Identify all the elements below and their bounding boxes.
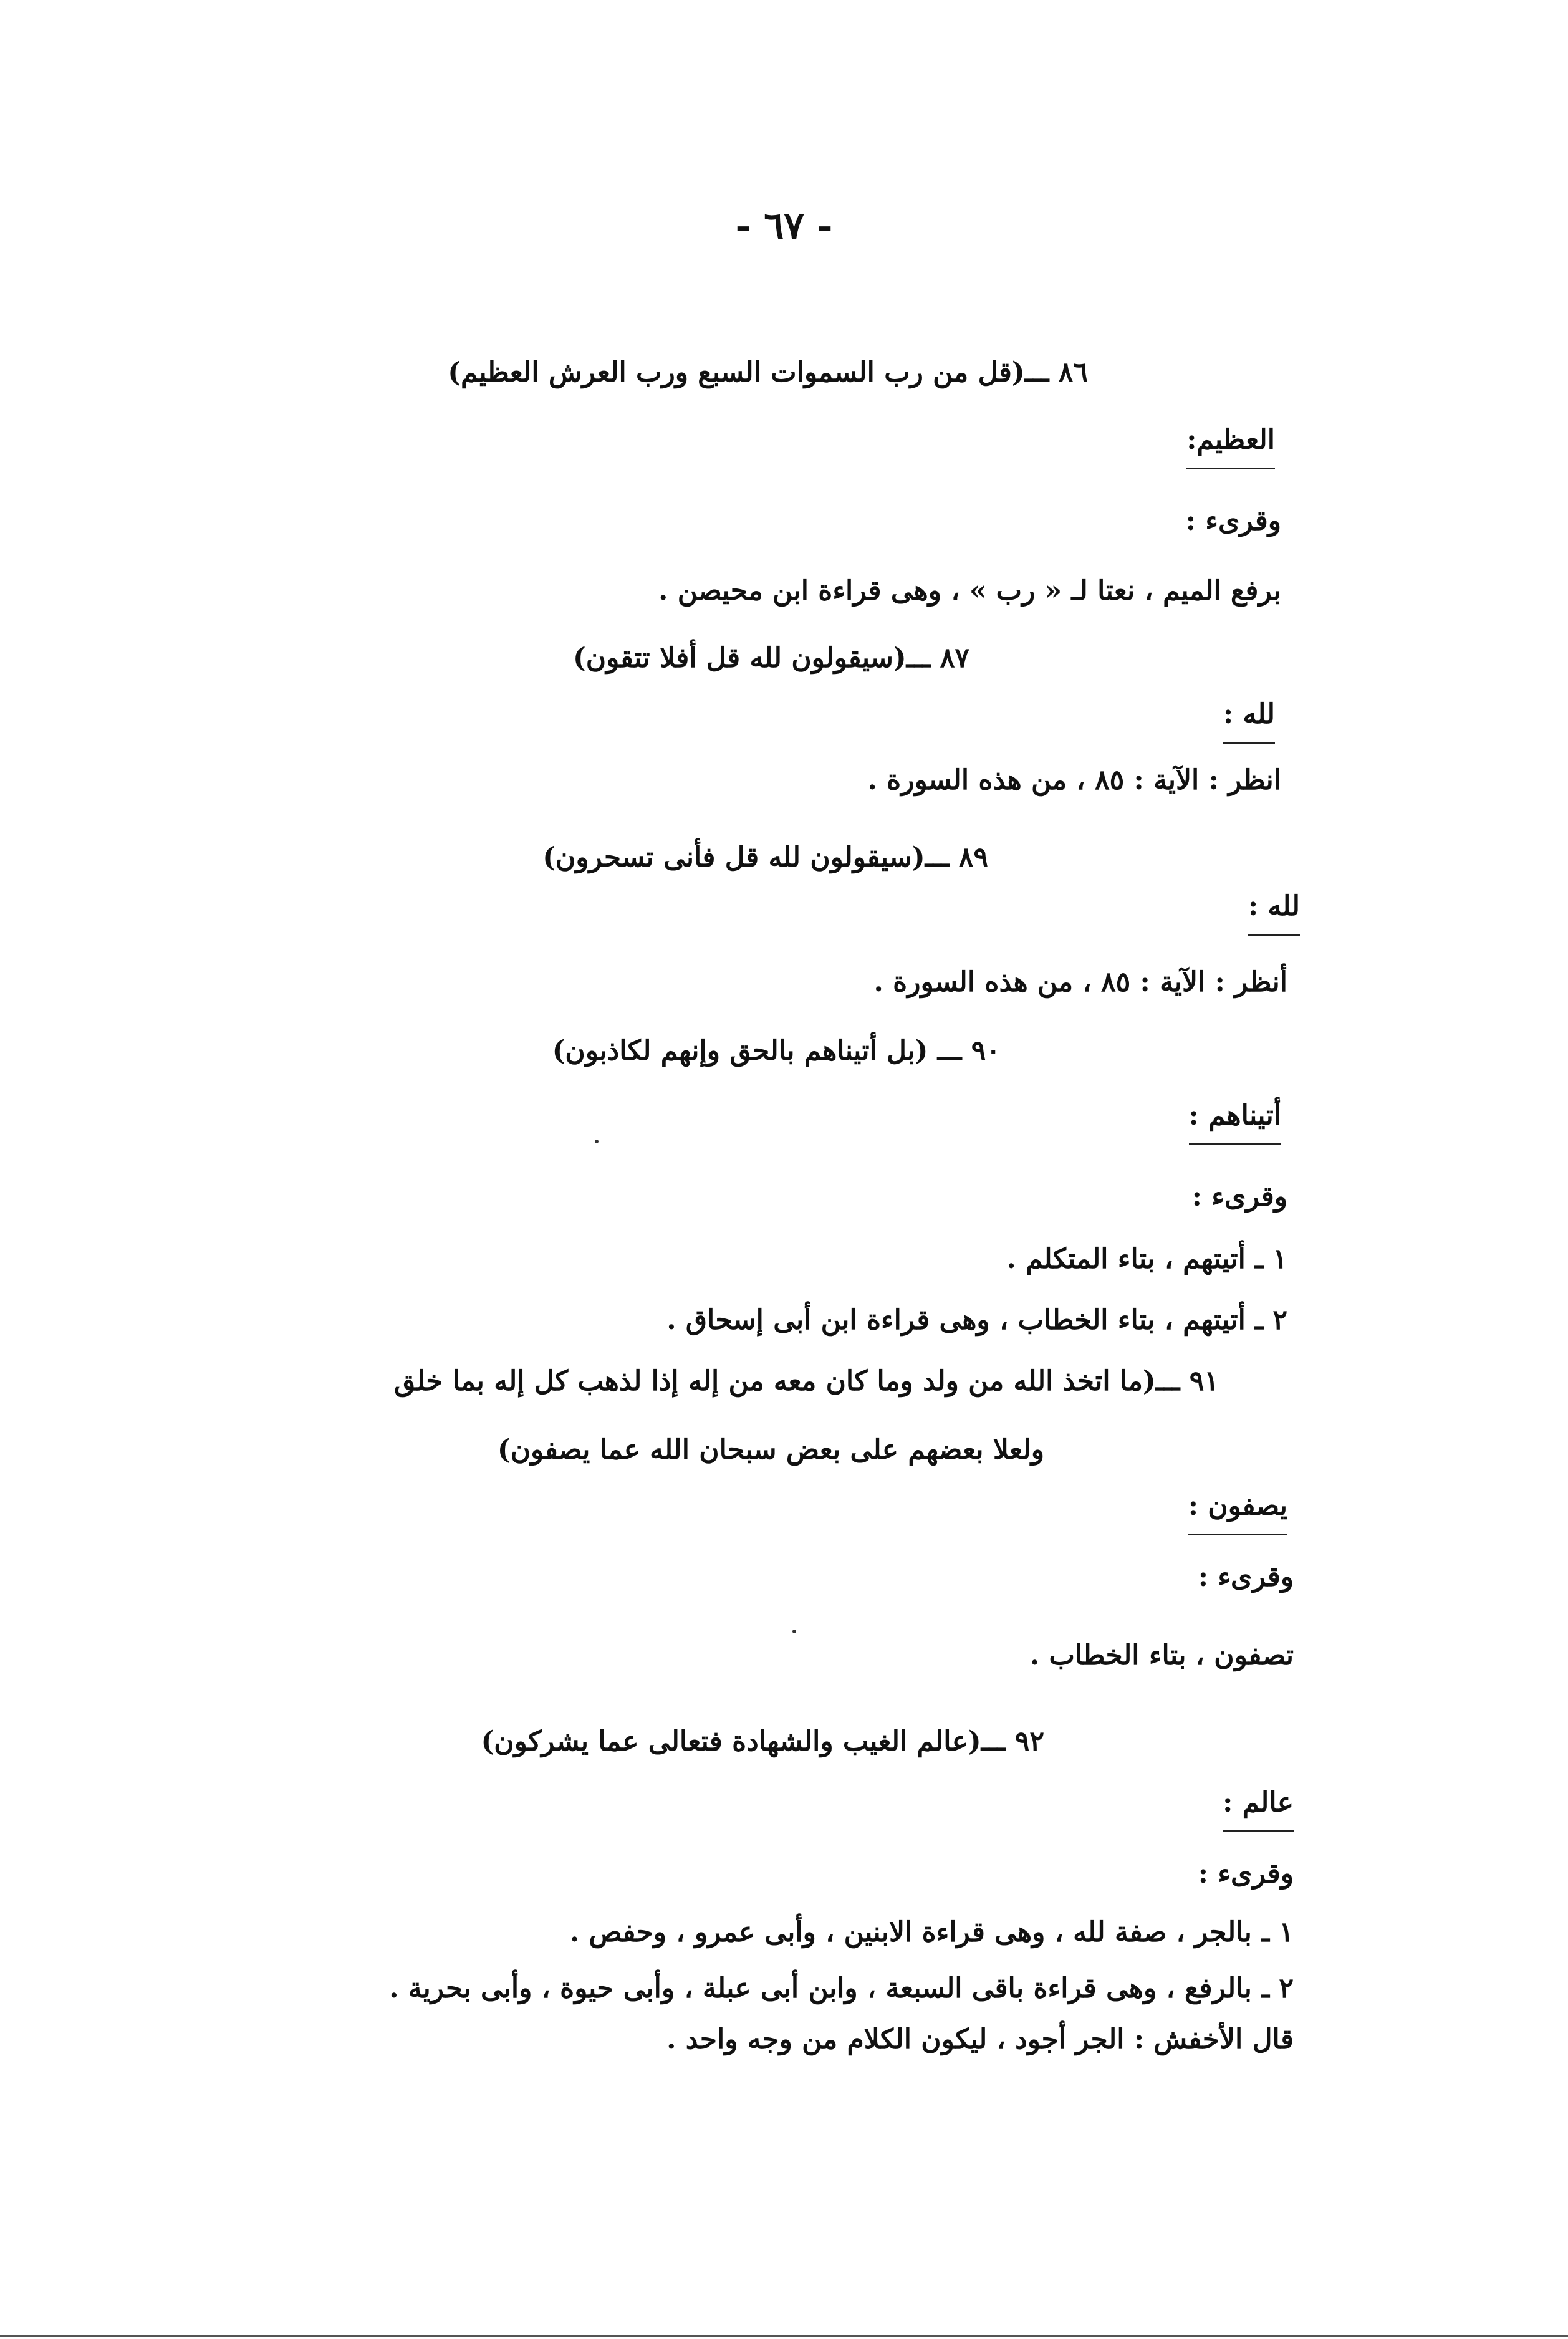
note-89: أنظر : الآية : ٨٥ ، من هذه السورة . [873,966,1287,998]
verse-90: ٩٠ ـــ (بل أتيناهم بالحق وإنهم لكاذبون) [552,1035,1001,1067]
heading-yasifun: يصفون : [1188,1487,1287,1535]
reading-92-1: ١ ـ بالجر ، صفة لله ، وهى قراءة الابنين ، وأبى عمرو ، وحفص . [569,1916,1294,1948]
note-akhfash: قال الأخفش : الجر أجود ، ليكون الكلام من وجه واحد . [666,2024,1294,2055]
verse-91-line1: ٩١ ـــ(ما اتخذ الله من ولد وما كان معه من إله إذا لذهب كل إله بما خلق [394,1365,1219,1397]
note-87: انظر : الآية : ٨٥ ، من هذه السورة . [867,764,1281,796]
note-86: برفع الميم ، نعتا لـ « رب » ، وهى قراءة ابن محيصن . [658,575,1281,607]
verse-91-line2: ولعلا بعضهم على بعض سبحان الله عما يصفون) [497,1434,1044,1466]
reading-90-1: ١ ـ أتيتهم ، بتاء المتكلم . [1006,1243,1287,1275]
heading-lillah-2: لله : [1248,888,1300,936]
label-read: وقرىء : [1185,505,1281,537]
label-read-3: وقرىء : [1198,1561,1294,1593]
heading-alazim: العظيم: [1186,421,1275,469]
verse-92: ٩٢ ـــ(عالم الغيب والشهادة فتعالى عما يشركون) [481,1726,1044,1757]
scan-speck [595,1140,599,1143]
reading-90-2: ٢ ـ أتيتهم ، بتاء الخطاب ، وهى قراءة ابن أبى إسحاق . [666,1304,1287,1336]
label-read-4: وقرىء : [1198,1858,1294,1890]
scan-speck [792,1630,796,1633]
verse-87: ٨٧ ـــ(سيقولون لله قل أفلا تتقون) [572,642,969,674]
heading-lillah-1: لله : [1223,696,1275,744]
note-91: تصفون ، بتاء الخطاب . [1029,1640,1294,1671]
verse-89: ٨٩ ـــ(سيقولون لله قل فأنى تسحرون) [542,842,988,873]
page-number: - ٦٧ - [735,204,833,248]
reading-92-2: ٢ ـ بالرفع ، وهى قراءة باقى السبعة ، وابن أبى عبلة ، وأبى حيوة ، وأبى بحرية . [389,1972,1294,2004]
heading-ataynahum: أتيناهم : [1189,1097,1281,1145]
verse-86: ٨٦ ـــ(قل من رب السموات السبع ورب العرش العظيم) [448,357,1088,388]
label-read-2: وقرىء : [1191,1181,1287,1213]
heading-alim: عالم : [1223,1784,1294,1832]
bottom-edge-line [0,2335,1568,2337]
